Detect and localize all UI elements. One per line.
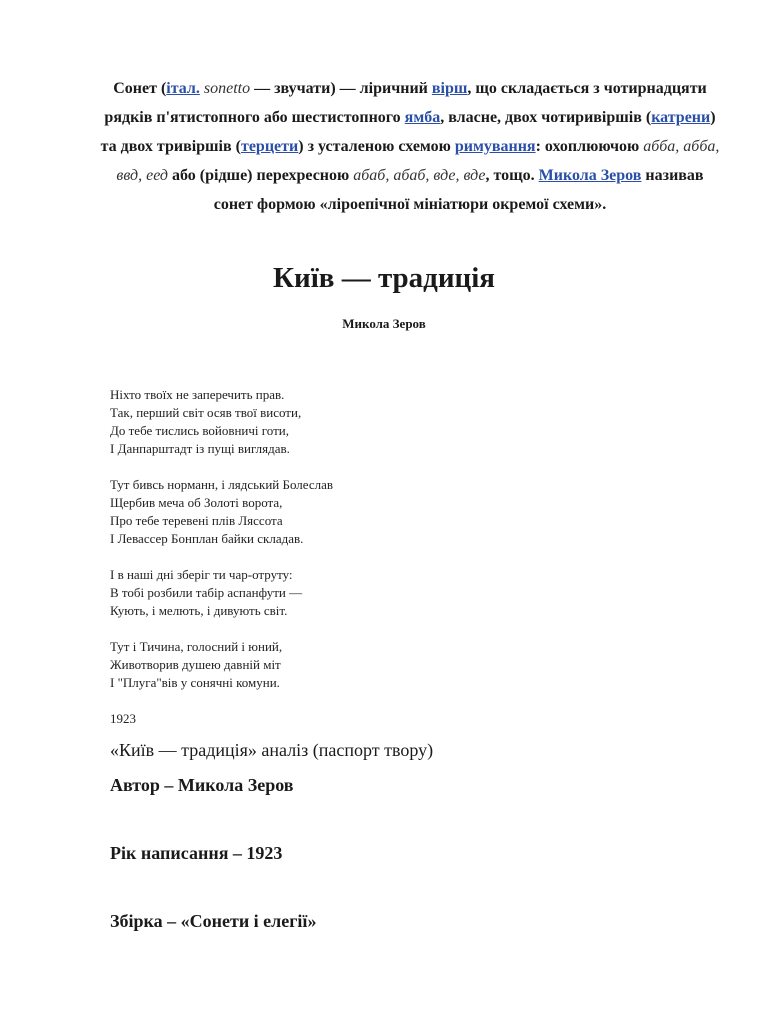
- intro-text-5: : охоплюючою: [535, 138, 640, 155]
- rhyme-scheme-2: абаб, абаб, вде, вде: [353, 167, 486, 184]
- poem-title: Київ — традиція: [272, 262, 496, 294]
- link-katreny[interactable]: катрени: [651, 109, 711, 126]
- poem-line: І в наші дні зберіг ти чар-отруту:: [110, 567, 293, 582]
- rhyme-scheme-1: абба, абба, ввд, еед: [116, 138, 720, 184]
- passport-collection: Збірка – «Сонети і елегії»: [110, 911, 317, 931]
- intro-text-2: , власне, двох чотиривіршів (: [440, 109, 652, 126]
- poem-year: 1923: [110, 711, 136, 726]
- poem-line: Так, перший світ осяв твої висоти,: [110, 405, 302, 420]
- passport-author: Автор – Микола Зеров: [110, 775, 294, 795]
- poem-author: Микола Зеров: [342, 316, 426, 331]
- intro-text-8: називав сонет формою «ліроепічної мініатюри окремої схеми».: [213, 167, 704, 213]
- link-ital[interactable]: італ.: [166, 80, 200, 97]
- poem-line: Ніхто твоїх не заперечить прав.: [110, 387, 285, 402]
- intro-text-7: , тощо.: [485, 167, 535, 184]
- intro-paragraph: Сонет (італ. sonetto — звучати) — ліричний вірш, що складається з чотирнадцяти рядків п'ятистопного або шестистопного ямба, власне, двох чотиривіршів (катрени) та двох тривіршів (терцети) з усталеною схемою римування: охоплюючою абба, абба, ввд, еед або (рідше) перехресною абаб, абаб, вде, вде, тощо. Микола Зеров називав сонет формою «ліроепічної мініатюри окремої схеми».: [100, 80, 720, 213]
- poem-body: [110, 386, 333, 710]
- intro-text-1: , що складається з чотирнадцяти рядків п'ятистопного або шестистопного: [104, 80, 707, 126]
- intro-text-3: ) та двох тривіршів (: [100, 109, 716, 155]
- poem-line: І Данпарштадт із пущі виглядав.: [110, 441, 290, 456]
- poem-line: І Левассер Бонплан байки складав.: [110, 531, 304, 546]
- stanza-2: [110, 476, 333, 548]
- link-yamb[interactable]: ямба: [404, 109, 441, 126]
- poem-line: Тут і Тичина, голосний і юний,: [110, 639, 283, 654]
- passport-year: Рік написання – 1923: [110, 843, 283, 863]
- poem-line: Тут бивсь норманн, і лядський Болеслав: [110, 477, 334, 492]
- link-tertsety[interactable]: терцети: [240, 138, 299, 155]
- link-rymuvannia[interactable]: римування: [454, 138, 536, 155]
- stanza-4: [110, 638, 333, 692]
- poem-line: До тебе тислись войовничі готи,: [110, 423, 290, 438]
- stanza-3: [110, 566, 333, 620]
- link-vers[interactable]: вірш: [431, 80, 468, 97]
- poem-line: В тобі розбили табір аспанфути —: [110, 585, 303, 600]
- term-sonet: Сонет: [113, 80, 157, 97]
- poem-line: Про тебе теревені плів Ляссота: [110, 513, 283, 528]
- stanza-1: [110, 386, 333, 458]
- poem-line: Кують, і мелють, і дивують світ.: [110, 603, 288, 618]
- intro-text-4: ) з усталеною схемою: [298, 138, 451, 155]
- poem-line: Животворив душею давній міт: [110, 657, 281, 672]
- link-zerov[interactable]: Микола Зеров: [538, 167, 642, 184]
- analysis-heading: «Київ — традиція» аналіз (паспорт твору): [110, 740, 434, 760]
- intro-text-6: або (рідше) перехресною: [172, 167, 350, 184]
- poem-line: І "Плуга"вів у сонячні комуни.: [110, 675, 280, 690]
- origin-word: sonetto: [203, 80, 251, 97]
- poem-line: Щербив меча об Золоті ворота,: [110, 495, 283, 510]
- origin-meaning: — звучати) — ліричний: [254, 80, 428, 97]
